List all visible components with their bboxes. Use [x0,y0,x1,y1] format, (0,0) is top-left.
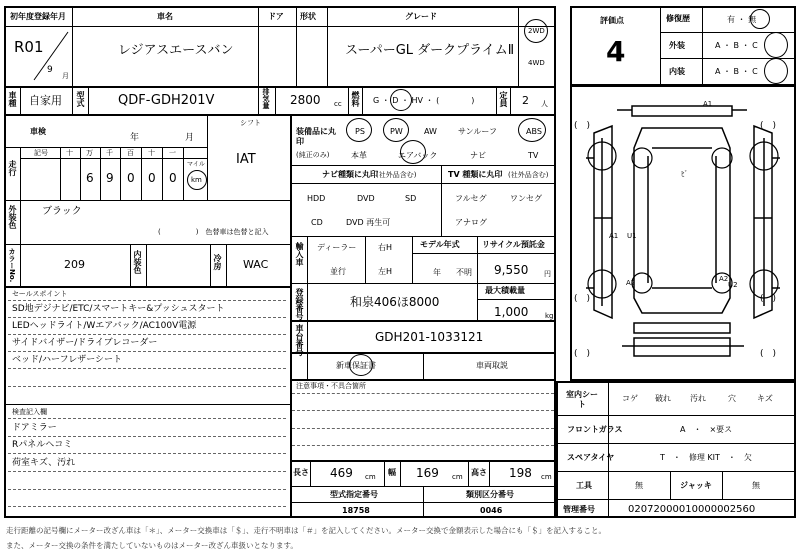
diagram-label-a1-top: A1 [703,100,713,108]
model-year-label: モデル年式 [420,240,460,249]
diagram-label-a2-right: A2 [719,275,729,283]
digit-header-5: 一 [169,149,176,157]
sales-point-2: サイドバイザー/ドライブレコーダー [12,338,158,348]
diagram-label-a2-left: A2 [626,279,636,287]
new-car-warranty: 新車保証書 [336,361,376,370]
tv-header-sub: (社外品含む) [508,171,549,179]
model-year-unknown: 不明 [456,268,472,277]
usage-label: 車種 [8,91,17,107]
car-diagram [572,88,794,378]
inspector-note-2: 荷室キズ、汚れ [12,458,76,468]
jack-value: 無 [752,481,760,490]
diagram-label-bi: ﾋﾞ [681,170,688,178]
sales-points-label: セールスポイント [12,290,68,298]
equip-ps: PS [355,127,365,136]
repair-none-circle [750,9,770,29]
svg-text:( ): ( ) [760,294,777,304]
tv-fullseg: フルセグ [455,194,487,203]
max-load-label: 最大積載量 [485,286,525,295]
width-value: 169 [416,466,439,480]
digit-header-2: 千 [106,149,113,157]
diagram-label-a1-left: A1 [609,232,619,240]
shape-label: 形状 [300,12,316,21]
inspection-month-unit: 月 [185,133,195,143]
length-label: 長さ [293,468,309,477]
equip-airbag: エアバック [398,151,438,160]
import-right-h: 右H [378,243,393,252]
mileage-digit-3: 0 [127,171,135,185]
capacity-label: 定員 [499,91,508,107]
equip-leather: 本革 [351,151,367,160]
navi-dvd: DVD [357,194,375,203]
length-value: 469 [330,466,353,480]
category-value: 0046 [480,506,503,515]
windshield-value: A ・ ×要ス [680,425,733,434]
diagram-label-u1: U1 [627,232,637,240]
seat-label: 室内シート [566,390,598,410]
seat-item-1: 破れ [655,394,671,403]
usage: 自家用 [29,94,62,107]
designation-label: 型式指定番号 [330,490,378,499]
equip-sunroof: サンルーフ [458,127,497,136]
max-load-unit: kg [545,312,554,320]
mileage-digit-4: 0 [148,171,156,185]
model-label: 型式 [76,91,85,107]
capacity-unit: 人 [541,100,548,108]
mileage-label: 走行 [8,160,17,176]
displacement-label: 排気量 [262,88,270,109]
caution-label: 注意事項・不具合箇所 [296,382,366,390]
equip-abs: ABS [526,127,542,136]
displacement: 2800 [290,93,321,107]
seat-item-0: コゲ [622,394,638,403]
sales-point-3: ベッド/ハーフレザーシート [12,355,123,365]
sales-point-0: SD地デジナビ/ETC/スマートキー&プッシュスタート [12,304,225,314]
fuel-diesel-circle [390,89,412,111]
inspection-label: 車検 [30,127,46,136]
first-reg-label: 初年度登録年月 [10,12,66,21]
exterior-color-note: ( ) 色替車は色替と記入 [158,228,269,236]
tv-analog: アナログ [455,218,487,227]
equip-airbag-circle [400,140,426,164]
ac-value: WAC [243,258,269,271]
mgmt-label: 管理番号 [563,505,595,514]
recycle-unit: 円 [544,270,551,278]
shift: IAT [236,152,256,167]
svg-text:( ): ( ) [574,349,591,359]
svg-text:( ): ( ) [760,349,777,359]
height-value: 198 [509,466,532,480]
digit-header-1: 万 [86,149,93,157]
spare-label: スペアタイヤ [567,453,615,462]
windshield-label: フロントガラス [567,425,623,434]
spare-value: T ・ 修理 KIT ・ 欠 [660,453,752,462]
equip-pw-circle [383,118,409,142]
inspection-year-unit: 年 [130,133,140,143]
repair-options: 有 ・ 無 [727,15,757,24]
mileage-symbol-label: 記号 [34,149,48,157]
fuel-label: 燃料 [351,91,360,107]
mileage-digit-2: 9 [106,171,114,185]
exterior-color-label: 外装色 [8,205,17,229]
equip-aw: AW [424,127,437,136]
recycle-value: 9,550 [494,263,529,277]
warranty-circle [349,354,373,376]
chassis-label: 車台番号 [295,324,304,356]
width-label: 幅 [388,468,396,477]
mileage-unit-mile: マイル [187,161,205,168]
mileage-digit-1: 6 [86,171,94,185]
footer-note-1: 走行距離の記号欄にメーター改ざん車は「＊」、メーター交換車は「＄」、走行不明車は「＃」を記入してください。メーター交換で金額表示した場合にも「＄」を記入すること。 [6,526,606,535]
main-sheet [4,6,556,518]
sales-point-1: LEDヘッドライト/Wエアバック/AC100V電源 [12,321,197,331]
digit-header-0: 十 [66,149,73,157]
equip-pw: PW [390,127,403,136]
vehicle-manual: 車両取説 [476,361,508,370]
car-name-label: 車名 [157,12,173,21]
registration-label: 登録番号 [295,288,304,320]
capacity: 2 [522,94,529,107]
max-load-value: 1,000 [494,305,529,319]
rating-value: 4 [606,35,626,68]
seat-item-2: 汚れ [690,394,706,403]
category-label: 類別区分番号 [466,490,514,499]
mileage-digit-5: 0 [169,171,177,185]
color-no-label: カラーNo. [8,248,16,283]
equip-navi: ナビ [470,151,486,160]
recycle-label: リサイクル預託金 [482,240,545,249]
svg-text:( ): ( ) [574,121,591,131]
seat-item-4: キズ [757,394,773,403]
seat-item-3: 穴 [728,394,736,403]
import-label: 輸入車 [295,242,304,266]
import-dealer: ディーラー [317,243,357,252]
drive-4wd: 4WD [528,59,545,67]
first-reg-month: 9 [47,65,53,75]
first-reg-month-unit: 月 [62,72,69,80]
svg-text:( ): ( ) [574,294,591,304]
exterior-score-options: A ・ B ・ C [715,41,758,50]
fuel-options: G ・ D ・ HV ・ ( ) [373,96,475,105]
door-label: ドア [268,12,284,21]
grade: スーパーGL ダークプライムⅡ [345,43,515,58]
footer-note-2: また、メーター交換の条件を満たしていないものはメーター改ざん車扱いとなります。 [6,541,298,550]
color-no: 209 [64,258,85,271]
interior-color-label: 内装色 [133,250,142,274]
equipment-label-sub: (純正のみ) [296,151,330,159]
width-unit: cm [452,473,463,481]
svg-text:( ): ( ) [760,121,777,131]
navi-cd: CD [311,218,323,227]
equipment-label: 装備品に丸印 [296,127,336,147]
mgmt-value: 02072000010000002560 [628,504,756,515]
inspector-notes-label: 検査記入欄 [12,408,47,416]
exterior-color: ブラック [42,206,82,217]
displacement-unit: cc [334,100,342,108]
navi-hdd: HDD [307,194,326,203]
diagram-label-u2: U2 [728,281,738,289]
exterior-score-label: 外装 [669,41,685,50]
navi-header-sub: (社外品含む) [376,171,417,179]
length-unit: cm [365,473,376,481]
digit-header-3: 百 [127,149,134,157]
chassis-value: GDH201-1033121 [375,330,484,344]
navi-sd: SD [405,194,417,203]
tv-header: TV 種類に丸印 [448,170,503,179]
interior-score-options: A ・ B ・ C [715,67,758,76]
navi-header: ナビ種類に丸印 [322,170,378,179]
interior-c-circle [764,58,788,84]
equip-tv: TV [528,151,539,160]
tv-oneseg: ワンセグ [510,194,542,203]
registration-value: 和泉406ほ8000 [350,295,440,309]
height-label: 高さ [471,468,487,477]
inspector-note-1: Rパネルヘコミ [12,440,73,450]
ac-label: 冷房 [213,254,222,270]
navi-dvd-play: DVD 再生可 [346,218,391,227]
model: QDF-GDH201V [118,93,215,108]
equip-ps-circle [346,118,372,142]
repair-label: 修復歴 [666,14,690,23]
tools-label: 工具 [576,481,592,490]
equip-abs-circle [518,118,546,142]
model-year-unit: 年 [433,268,441,277]
inspector-note-0: ドアミラー [12,423,57,433]
import-left-h: 左H [378,267,393,276]
grade-label: グレード [405,12,437,21]
car-name: レジアスエースバン [118,43,234,58]
height-unit: cm [541,473,552,481]
designation-value: 18758 [342,506,370,515]
interior-score-label: 内装 [669,67,685,76]
jack-label: ジャッキ [680,481,712,490]
first-reg-era: R01 [14,38,44,56]
drive-2wd: 2WD [528,27,545,35]
import-parallel: 並行 [330,267,346,276]
tools-value: 無 [635,481,643,490]
digit-header-4: 十 [148,149,155,157]
rating-label: 評価点 [600,16,624,25]
mileage-unit-km: km [191,176,202,184]
shift-label: シフト [240,119,261,127]
exterior-c-circle [764,32,788,58]
